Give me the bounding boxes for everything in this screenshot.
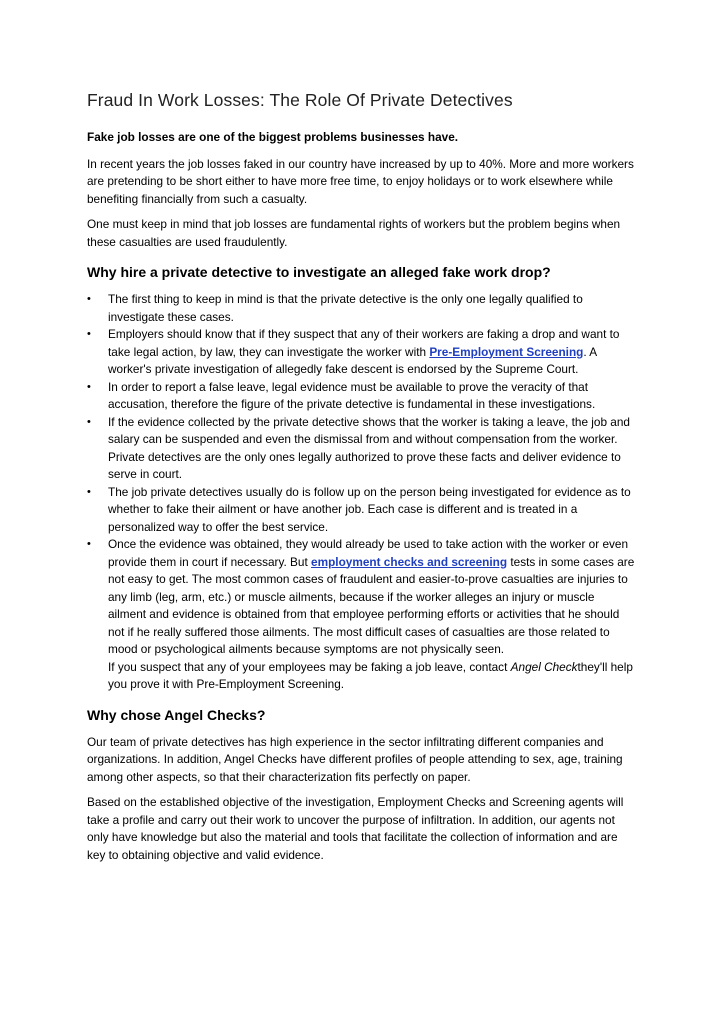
body-paragraph-4: Based on the established objective of the investigation, Employment Checks and Screening agents will take a profile and carry out their work to uncover the purpose of infiltration. In addition, our agents not only have knowledge but also the material and tools that facilitate the collection of information and are key to obtaining objective and valid evidence. [87,795,624,862]
list-item [87,326,635,379]
list-item [87,414,635,484]
list-item-text: . A worker's private investigation of allegedly fake descent is endorsed by the Supreme Court. [108,344,597,376]
bullet-icon: • [87,485,91,498]
reasons-list [87,291,635,694]
section-heading-why-hire: Why hire a private detective to investigate an alleged fake work drop? [87,264,551,280]
list-item-text: If you suspect that any of your employees may be faking a job leave, contact [108,659,511,674]
bullet-icon: • [87,538,91,550]
list-item-text: Private detectives are the only ones legally authorized to prove these facts and deliver evidence to serve in court. [108,449,621,481]
list-item-text: In order to report a false leave, legal evidence must be available to prove the veracity of that accusation, therefore the figure of the private detective is fundamental in these investigations. [108,379,596,411]
list-item-text: The job private detectives usually do is follow up on the person being investigated for evidence as to whether to fake their ailment or have another job. Each case is different and is treated in a personalized way to offer the best service. [108,484,631,534]
bullet-icon: • [87,380,91,393]
page-title: Fraud In Work Losses: The Role Of Private Detectives [87,90,513,110]
bullet-icon: • [87,293,91,305]
document-page [87,88,635,872]
list-item-text: tests in some cases are not easy to get. The most common cases of fraudulent and easier-to-prove casualties are injuries to any limb (leg, arm, etc.) or muscle ailments, because if the worker alleges an injury or muscle ailment and evidence is obtained from that employee performing efforts or activities that he should not if he really suffered those ailments. The most difficult cases of casualties are those related to mood or psychological ailments because symptoms are not physically seen. [108,554,635,656]
intro-paragraph-2: One must keep in mind that job losses are fundamental rights of workers but the problem begins when these casualties are used fraudulently. [87,217,621,249]
list-item-text: Employers should know that if they suspect that any of their workers are faking a drop and want to take legal action, by law, they can investigate the worker with [108,327,620,359]
lead-paragraph: Fake job losses are one of the biggest problems businesses have. [87,130,459,144]
intro-paragraph-1: In recent years the job losses faked in our country have increased by up to 40%. More and more workers are pretending to be short either to have more free time, to enjoy holidays or to work elsewhere while benefiting financially from such a casualty. [87,156,634,206]
list-item-text-group [108,659,635,694]
section-heading-why-chose: Why chose Angel Checks? [87,706,266,723]
list-item [87,484,635,537]
body-paragraph-3: Our team of private detectives has high experience in the sector infiltrating different companies and organizations. In addition, Angel Checks have different profiles of people attending to sex, age, training among other aspects, so that their characterization fits perfectly on paper. [87,734,623,784]
list-item-text: The first thing to keep in mind is that the private detective is the only one legally qualified to investigate these cases. [108,292,583,324]
list-item-text: Once the evidence was obtained, they would already be used to take action with the worker or even provide them in court if necessary. But [108,537,629,569]
list-item [87,536,635,694]
pre-employment-screening-link[interactable]: Pre-Employment Screening [429,344,584,359]
list-item [87,379,635,414]
bullet-icon: • [87,328,91,340]
list-item-text: If the evidence collected by the private detective shows that the worker is taking a leave, the job and salary can be suspended and even the dismissal from and without compensation from the worker. [108,414,630,446]
list-item [87,291,635,326]
list-item-text: they'll help you prove it with Pre-Employment Screening. [108,659,633,691]
bullet-icon: • [87,415,91,428]
company-name: Angel Check [510,659,578,674]
employment-checks-link[interactable]: employment checks and screening [311,554,508,569]
